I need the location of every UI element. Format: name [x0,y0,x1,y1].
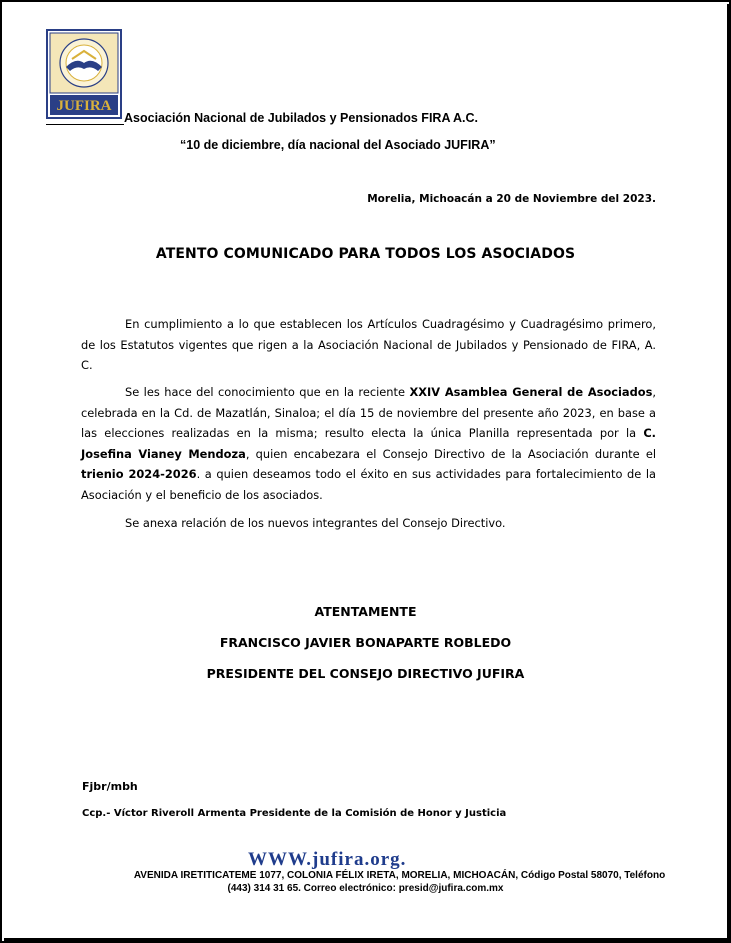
reference-initials: Fjbr/mbh [82,780,138,793]
carbon-copy-line: Ccp.- Víctor Riveroll Armenta Presidente de la Comisión de Honor y Justicia [82,808,507,819]
paragraph-3-text: Se anexa relación de los nuevos integrantes del Consejo Directivo. [125,516,506,530]
paragraph-1-text: En cumplimiento a lo que establecen los Artículos Cuadragésimo y Cuadragésimo primero, de los Estatutos vigentes que rigen a la Asociación Nacional de Jubilados y Pensionado de FIRA, A. C. [81,317,656,372]
address-line-1: AVENIDA IRETITICATEME 1077, COLONIA FÉLIX IRETA, MORELIA, MICHOACÁN, Código Postal 58070, Teléfono [133,870,666,881]
paragraph-2-text-3: , quien encabezara el Consejo Directivo de la Asociación durante el [245,446,657,461]
paragraph-2-text-4: . a quien deseamos todo el éxito en sus actividades para fortalecimiento de la Asociación y el beneficio de los asociados. [81,467,656,502]
footer-address [0,870,731,895]
logo-underline [46,124,124,125]
organization-motto: “10 de diciembre, día nacional del Asociado JUFIRA” [180,138,496,152]
organization-name: Asociación Nacional de Jubilados y Pensionados FIRA A.C. [124,111,479,125]
address-line-2: (443) 314 31 65. Correo electrónico: presid@jufira.com.mx [227,882,504,894]
paragraph-3 [81,513,656,534]
term-period: trienio 2024-2026 [81,467,197,481]
signature-name: FRANCISCO JAVIER BONAPARTE ROBLEDO [219,635,512,650]
logo-text: JUFIRA [56,98,112,114]
document-title: ATENTO COMUNICADO PARA TODOS LOS ASOCIADOS [155,246,576,262]
paragraph-2 [81,382,656,505]
website-link[interactable]: WWW.jufira.org. [248,849,407,870]
signature-position: PRESIDENTE DEL CONSEJO DIRECTIVO JUFIRA [206,666,525,681]
elected-person: C. Josefina Vianey Mendoza [81,426,656,461]
signature-closing: ATENTAMENTE [314,604,417,619]
paragraph-2-text-1: Se les hace del conocimiento que en la reciente [125,385,410,399]
date-line: Morelia, Michoacán a 20 de Noviembre del 2023. [367,193,656,205]
assembly-name: XXIV Asamblea General de Asociados [409,385,653,399]
paragraph-2-text-2: , celebrada en la Cd. de Mazatlán, Sinaloa; el día 15 de noviembre del presente año 2023, en base a las elecciones realizadas en la misma; resulto electa la única Planilla representada por la [81,385,656,440]
paragraph-1 [81,314,656,376]
jufira-logo [46,29,122,119]
